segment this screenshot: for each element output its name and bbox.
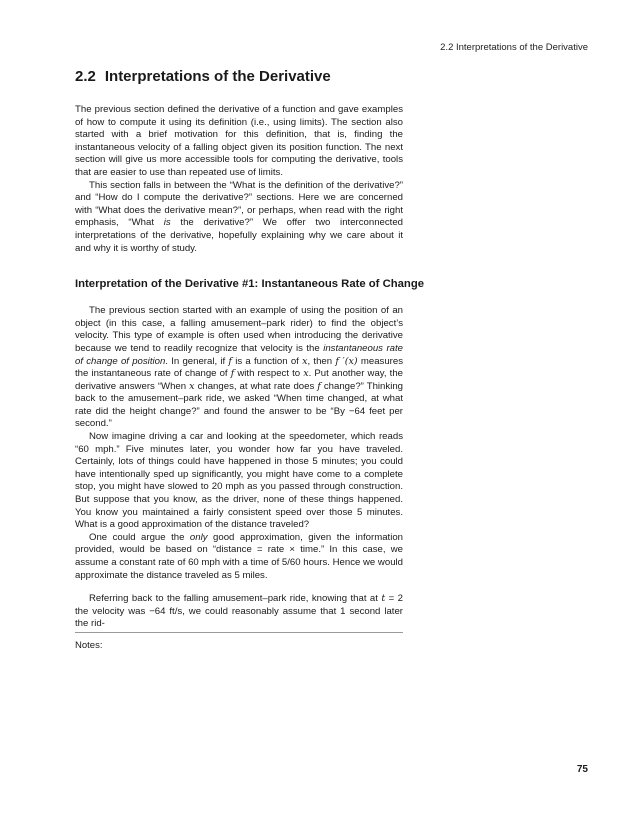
math-expr: f ′(x): [335, 355, 358, 367]
math-var: f: [317, 380, 321, 392]
text-run: One could argue the: [89, 531, 190, 543]
subsection-title: Interpretation of the Derivative #1: Instantaneous Rate of Change: [75, 278, 425, 291]
body-paragraph-4: [75, 593, 403, 631]
running-head: 2.2 Interpretations of the Derivative: [440, 42, 588, 53]
body-paragraph-2: Now imagine driving a car and looking at the speedometer, which reads “60 mph.” Five minutes later, you wonder how far you have traveled. Certainly, lots of things could have happened in those 5 minutes; you could have intentionally sped up significantly, you might have come to a complete stop, you might have slowed to 20 mph as you passed through construction. But suppose that you know, as the driver, none of these things happened. You know you maintained a fairly consistent speed over those 5 minutes. What is a good approximation of the distance traveled?: [75, 431, 403, 531]
text-run: the derivative?” We offer two interconnected interpretations of the derivative, hopefully explaining why we care about it and why it is worthy of study.: [75, 217, 403, 254]
math-var: x: [302, 355, 308, 367]
text-run: good approximation, given the information provided, would be based on “distance = rate × time.” In this case, we assume a constant rate of 60 mph with a time of 5/60 hours. Hence we would approximate the distance traveled as 5 miles.: [75, 531, 403, 581]
text-run: is a function of: [231, 355, 303, 367]
text-run: . Put another way, the derivative answers “When: [75, 368, 403, 392]
math-var: f: [228, 355, 232, 367]
intro-paragraph-1: The previous section defined the derivative of a function and gave examples of how to compute it using its definition (i.e., using limits). The section also started with a brief motivation for this definition, that is, finding the instantaneous velocity of a falling object given its position function. The next section will give us more accessible tools for computing the derivative, tools that are easier to use than repeated use of limits.: [75, 104, 403, 178]
math-var: x: [189, 380, 195, 392]
emphasis: is: [163, 217, 171, 229]
math-var: x: [303, 368, 309, 380]
text-run: Referring back to the falling amusement–park ride, knowing that at: [89, 593, 382, 605]
notes-divider: [75, 632, 403, 633]
page-number: 75: [576, 764, 588, 775]
intro-paragraph-2: [75, 180, 403, 256]
text-run: changes, at what rate does: [194, 380, 318, 392]
text-run: change?” Thinking back to the amusement–park ride, we asked “When time changed, at what rate did the height change?” and found the answer to be “By −64 feet per second.”: [75, 380, 403, 430]
text-run: = 2 the velocity was −64 ft/s, we could reasonably assume that 1 second later the rid-: [75, 593, 403, 630]
notes-label: Notes:: [75, 640, 103, 651]
text-run: This section falls in between the “What is the definition of the derivative?” and “How do I compute the derivative?” sections. Here we are concerned with “What does the derivative mean?”, or perhaps, when read with the right emphasis, “What: [75, 179, 403, 229]
text-run: , then: [307, 355, 336, 367]
text-run: . In general, if: [165, 355, 229, 367]
math-var: t: [381, 593, 386, 605]
math-var: f: [230, 368, 235, 380]
main-content: [75, 68, 425, 631]
text-run: with respect to: [234, 368, 304, 380]
emphasis: only: [189, 531, 208, 543]
section-number: 2.2: [75, 68, 96, 85]
section-title: [75, 68, 403, 86]
emphasis: instantaneous rate of change of position: [75, 342, 403, 367]
text-run: measures the instantaneous rate of change of: [75, 355, 403, 380]
paragraph-gap: [75, 582, 403, 593]
text-run: The previous section started with an example of using the position of an object (in this case, a falling amusement–park rider) to find the object’s velocity. This type of example is often used when introducing the derivative because we tend to readily recognize that velocity is the: [75, 305, 403, 354]
body-paragraph-3: [75, 532, 403, 582]
section-title-text: Interpretations of the Derivative: [104, 68, 331, 85]
body-paragraph-1: [75, 305, 403, 431]
